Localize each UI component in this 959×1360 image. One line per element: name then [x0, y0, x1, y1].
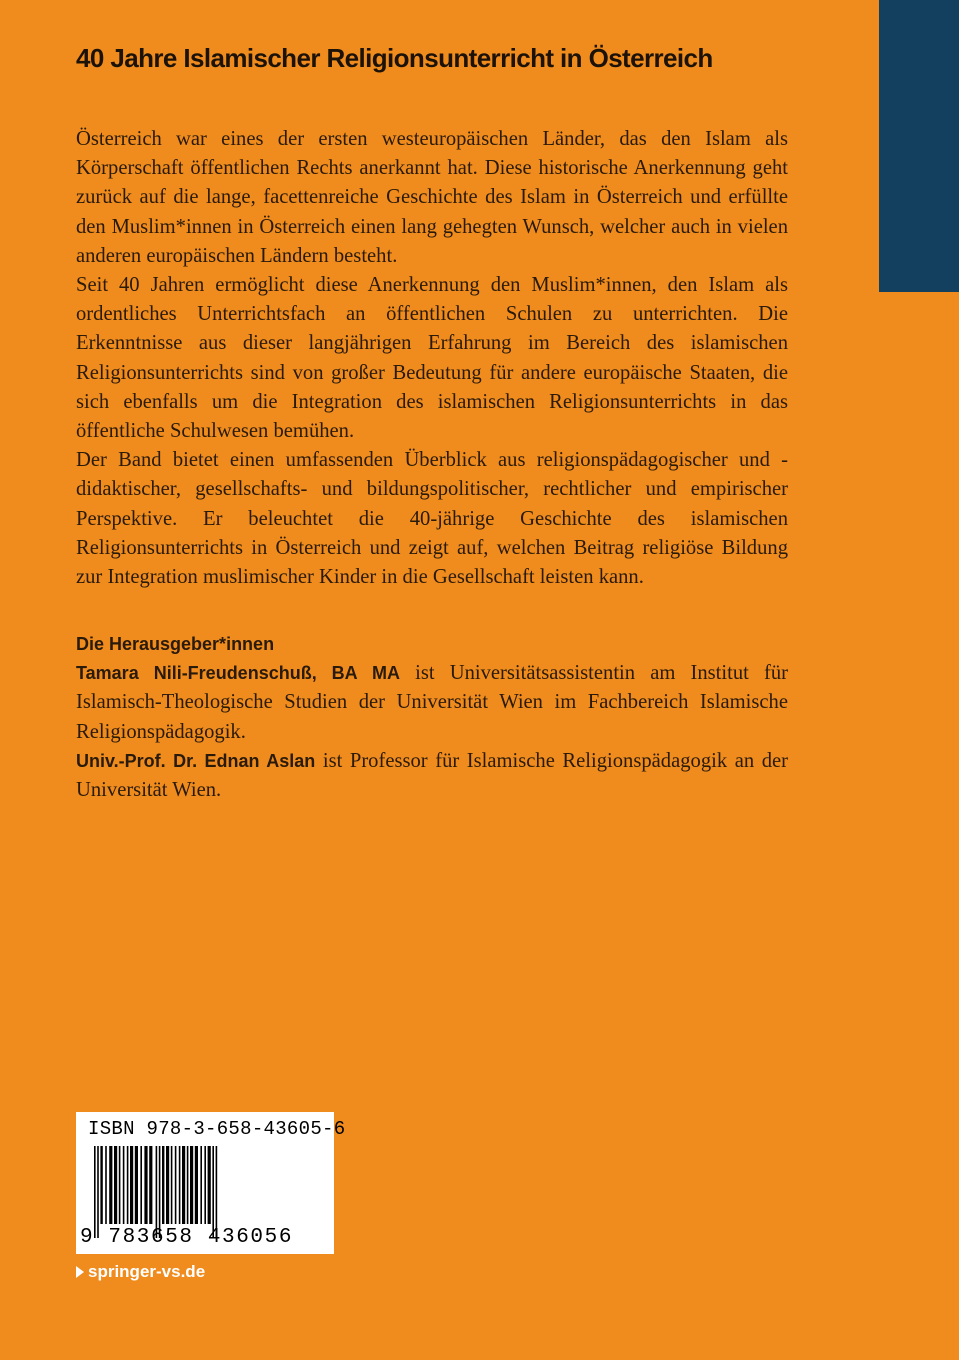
barcode-bar — [175, 1146, 177, 1224]
barcode-bar — [190, 1146, 193, 1224]
barcode-bar — [200, 1146, 202, 1224]
book-title: 40 Jahre Islamischer Religionsunterricht in Österreich — [76, 43, 713, 73]
barcode-bar — [187, 1146, 189, 1224]
barcode-bar — [105, 1146, 107, 1224]
barcode-bar — [130, 1146, 133, 1224]
barcode-bar — [159, 1146, 161, 1238]
barcode-bar — [204, 1146, 206, 1224]
blurb-paragraph: Österreich war eines der ersten westeuropäischen Länder, das den Islam als Körperschaft öffentlichen Rechts anerkannt hat. Diese historische Anerkennung geht zurück auf die lange, facettenreiche Geschichte des Islam in Österreich und erfüllte den Muslim*innen in Österreich einen lang gehegten Wunsch, welcher auch in vielen anderen europäischen Ländern besteht. — [76, 128, 788, 267]
barcode-bar — [100, 1146, 102, 1224]
isbn-label: ISBN 978-3-658-43605-6 — [88, 1118, 346, 1140]
barcode-bar — [114, 1146, 117, 1224]
blurb-paragraph: Seit 40 Jahren ermöglicht diese Anerkennung den Muslim*innen, den Islam als ordentliches Unterrichtsfach an öffentlichen Schulen zu unterrichten. Die Erkenntnisse aus dieser langjährigen Erfahrung im Bereich des islamischen Religionsunterrichts sind von großer Bedeutung für andere europäische Staaten, die sich ebenfalls um die Integration des islamischen Religionsunterrichts in das öffentliche Schulwesen bemühen. — [76, 274, 788, 443]
barcode-bar — [119, 1146, 121, 1224]
barcode-bar — [216, 1146, 218, 1238]
blurb — [76, 125, 788, 592]
editor-name: Tamara Nili-Freudenschuß, BA MA — [76, 663, 400, 684]
editor-name: Univ.-Prof. Dr. Ednan Aslan — [76, 750, 316, 771]
corner-color-block — [879, 0, 959, 292]
barcode-bar — [109, 1146, 112, 1224]
barcode-bar — [179, 1146, 181, 1224]
barcode-bar — [135, 1146, 138, 1224]
barcode-bar — [208, 1146, 211, 1224]
barcode-bar — [94, 1146, 96, 1238]
barcode-bar — [149, 1146, 152, 1224]
editors-section — [76, 630, 788, 805]
barcode-bar — [123, 1146, 125, 1224]
isbn-barcode-box — [76, 1112, 346, 1254]
editor-entry — [76, 659, 788, 747]
editor-description: ist Professor für Islamische Religionspädagogik an der Universität Wien. — [76, 749, 788, 802]
barcode-bar — [162, 1146, 164, 1224]
barcode-bar — [97, 1146, 99, 1238]
barcode-bar — [156, 1146, 158, 1238]
editors-heading: Die Herausgeber*innen — [76, 634, 275, 654]
barcode-graphic — [90, 1146, 322, 1238]
barcode-bar — [127, 1146, 129, 1224]
blurb-paragraph: Der Band bietet einen umfassenden Überblick aus religionspädagogischer und -didaktischer, gesellschafts- und bildungspolitischer, rechtlicher und empirischer Perspektive. Er beleuchtet die 40-jährige Geschichte des islamischen Religionsunterrichts in Österreich und zeigt auf, welchen Beitrag religiöse Bildung zur Integration muslimischer Kinder in die Gesellschaft leisten kann. — [76, 449, 788, 589]
barcode-bar — [182, 1146, 185, 1224]
publisher-website-link[interactable] — [76, 1262, 205, 1282]
barcode-bar — [144, 1146, 147, 1224]
editor-entry — [76, 747, 788, 805]
barcode-bar — [171, 1146, 173, 1224]
barcode-digits: 9 783658 436056 — [80, 1226, 294, 1249]
editor-description: ist Universitätsassistentin am Institut für Islamisch-Theologische Studien der Universität Wien im Fachbereich Islamische Religionspädagogik. — [76, 662, 788, 743]
triangle-right-icon — [76, 1266, 84, 1278]
barcode-bar — [140, 1146, 142, 1224]
publisher-website-text: springer-vs.de — [88, 1262, 206, 1281]
barcode-bar — [166, 1146, 169, 1224]
barcode-bar — [212, 1146, 214, 1238]
barcode-bar — [195, 1146, 198, 1224]
